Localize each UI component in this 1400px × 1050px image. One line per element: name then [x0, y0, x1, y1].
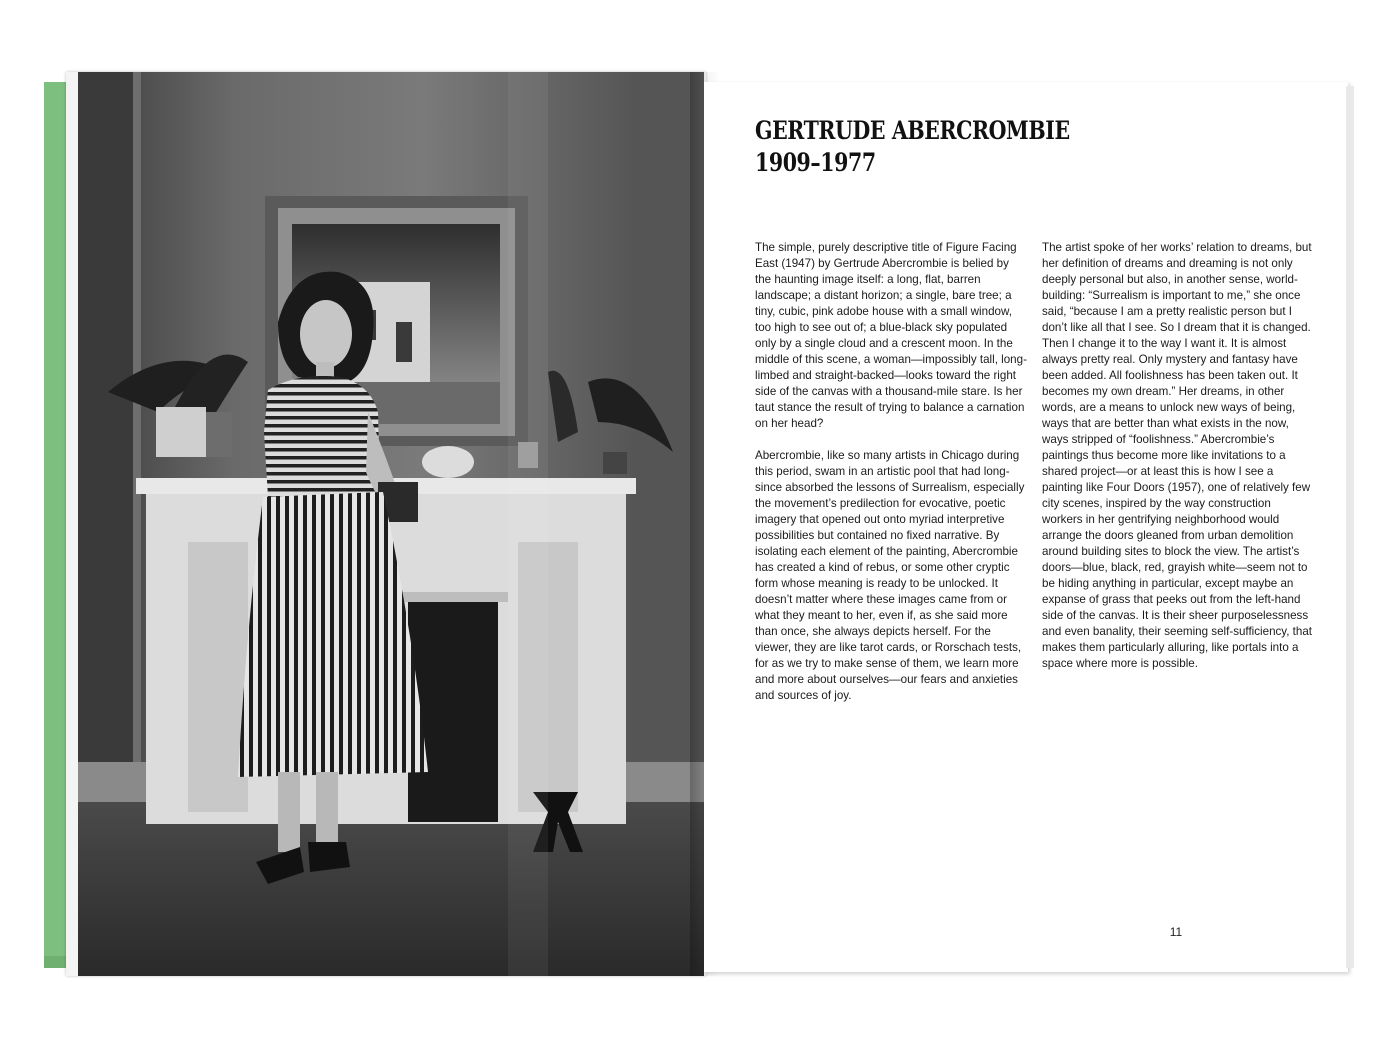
- artist-years: 1909–1977: [755, 148, 876, 177]
- paragraph: Abercrombie, like so many artists in Chicago during this period, swam in an artistic pool that had long-since absorbed the lessons of Surrealism, especially the movement’s predilection for evocative, poetic imagery that opened out onto myriad interpretive possibilities but contained no fixed narrative. By isolating each element of the painting, Abercrombie has created a kind of rebus, or some other cryptic form whose meaning is ready to be unlocked. It doesn’t matter where these images came from or what they meant to her, even if, as she said more than once, she always depicts herself. For the viewer, they are like tarot cards, or Rorschach tests, for as we try to make sense of them, we learn more and more about ourselves—our fears and anxieties and sources of joy.: [755, 449, 1025, 702]
- artist-name: GERTRUDE ABERCROMBIE: [755, 116, 1070, 145]
- right-page-edge: [1346, 86, 1354, 968]
- page-number: 11: [1169, 925, 1183, 939]
- paragraph: The artist spoke of her works’ relation to dreams, but her definition of dreams and dreaming is not only deeply personal but also, in another sense, world-building: “Surrealism is important to me,” she once said, “because I am a pretty realistic person but I don’t like all that I see. So I dream that it is changed. Then I change it to the way I want it. It is almost always pretty real. Only mystery and fantasy have been added. All foolishness has been taken out. It becomes my own dream.” Her dreams, in other words, are a means to unlock new ways of being, ways that are better than what exists in the now, ways stripped of “foolishness.” Abercrombie’s paintings thus become more like invitations to a shared project—or at least this is how I see a painting like Four Doors (1957), one of relatively few city scenes, inspired by the way construction workers in her gentrifying neighborhood would arrange the doors gleaned from urban demolition around building sites to block the view. The artist’s doors—blue, black, red, grayish white—seem not to be hiding anything in particular, except maybe an expanse of grass that peeks out from the left-hand side of the canvas. It is their sheer purposelessness and even banality, their seeming self-sufficiency, that makes them particularly alluring, like portals into a space where more is possible.: [1042, 241, 1313, 670]
- portrait-photograph-drawing: [78, 72, 704, 976]
- paragraph: The simple, purely descriptive title of Figure Facing East (1947) by Gertrude Abercrombie is belied by the haunting image itself: a long, flat, barren landscape; a distant horizon; a single, bare tree; a tiny, cubic, pink adobe house with a small window, too high to see out of; a blue-black sky populated only by a single cloud and a crescent moon. In the middle of this scene, a woman—impossibly tall, long-limbed and straight-backed—looks toward the right side of the canvas with a thousand-mile stare. Is her taut stance the result of trying to balance a carnation on her head?: [755, 241, 1027, 430]
- body-column-left: [755, 240, 1027, 720]
- portrait-photograph: [78, 72, 704, 976]
- article-heading: [755, 115, 1070, 179]
- body-column-right: [1042, 240, 1314, 688]
